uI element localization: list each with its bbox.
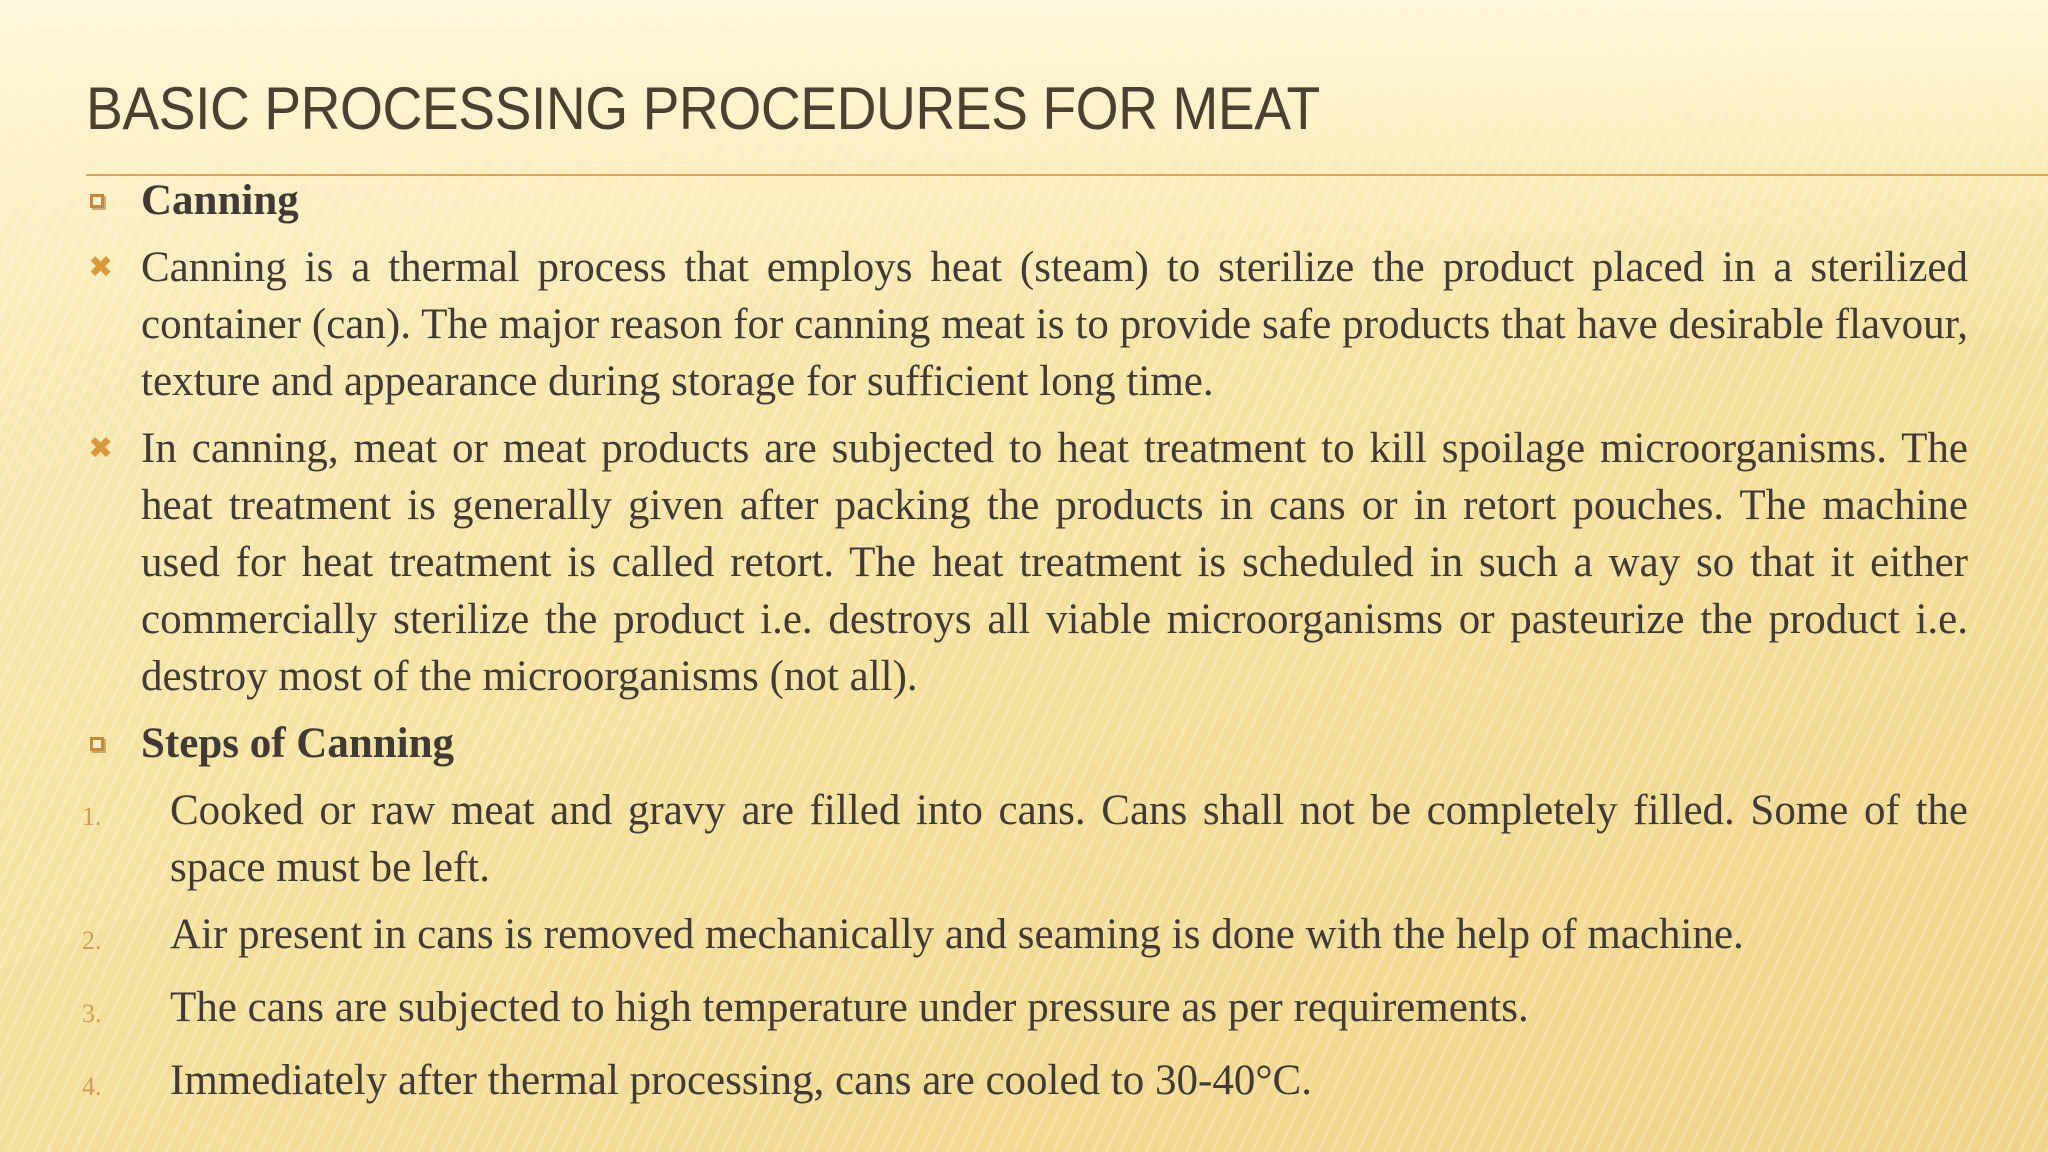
section-heading-steps — [82, 715, 1968, 772]
x-bullet-icon: ✖ — [88, 250, 114, 285]
slide-title: BASIC PROCESSING PROCEDURES FOR MEAT — [86, 75, 1320, 142]
step-text: Immediately after thermal processing, cans are cooled to 30-40°C. — [170, 1057, 1312, 1104]
square-bullet-icon — [90, 194, 104, 208]
step-text: The cans are subjected to high temperature under pressure as per requirements. — [170, 984, 1529, 1031]
section-heading-canning — [82, 172, 1968, 229]
step-number: 2. — [82, 926, 102, 955]
section-heading-text: Canning — [141, 177, 299, 224]
section-heading-text: Steps of Canning — [141, 720, 455, 767]
step-number: 4. — [82, 1072, 102, 1101]
bullet-text: Canning is a thermal process that employs heat (steam) to sterilize the product placed in a sterilized container (can). The major reason for canning meat is to provide safe products that have desirable flavour, texture and appearance during storage for sufficient long time. — [141, 244, 1968, 405]
slide-content — [82, 172, 1968, 1115]
bullet-canning-definition — [82, 239, 1968, 410]
step-item — [82, 1052, 1968, 1115]
step-number: 1. — [82, 802, 102, 831]
square-bullet-icon — [90, 737, 104, 751]
step-number: 3. — [82, 999, 102, 1028]
x-bullet-icon: ✖ — [88, 431, 114, 466]
bullet-canning-heat-treatment — [82, 420, 1968, 705]
bullet-text: In canning, meat or meat products are subjected to heat treatment to kill spoilage microorganisms. The heat treatment is generally given after packing the products in cans or in retort pouches. The machine used for heat treatment is called retort. The heat treatment is scheduled in such a way so that it either commercially sterilize the product i.e. destroys all viable microorganisms or pasteurize the product i.e. destroy most of the microorganisms (not all). — [141, 425, 1968, 700]
step-text: Cooked or raw meat and gravy are filled into cans. Cans shall not be completely filled. Some of the space must be left. — [170, 787, 1968, 891]
step-item — [82, 782, 1968, 896]
step-item — [82, 979, 1968, 1042]
step-item — [82, 906, 1968, 969]
step-text: Air present in cans is removed mechanically and seaming is done with the help of machine. — [170, 911, 1744, 958]
